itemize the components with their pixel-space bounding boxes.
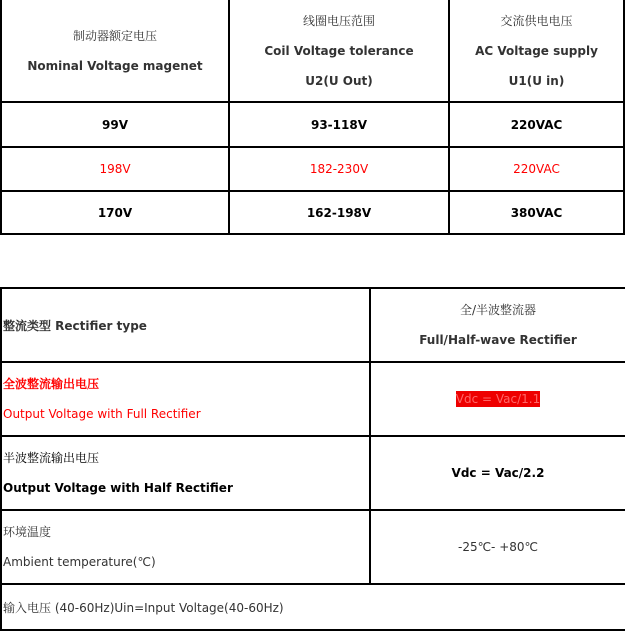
- rectifier-type-label: 整流类型 Rectifier type: [1, 288, 370, 362]
- cell: 93-118V: [229, 102, 449, 147]
- table-row: [1, 102, 624, 147]
- table-row: [1, 510, 625, 584]
- header-en: AC Voltage supply: [475, 43, 598, 58]
- label-zh: 全波整流输出电压: [3, 377, 100, 391]
- label-zh: 环境温度: [3, 525, 52, 539]
- ambient-temp-value: -25℃- +80℃: [370, 510, 625, 584]
- cell: 220VAC: [449, 147, 624, 191]
- label-en: Output Voltage with Half Rectifier: [3, 481, 233, 495]
- cell: 198V: [1, 147, 229, 191]
- value-en: Full/Half-wave Rectifier: [419, 333, 577, 347]
- header-en: Nominal Voltage magenet: [27, 58, 203, 73]
- cell: 380VAC: [449, 191, 624, 234]
- table-header-row: [1, 288, 625, 362]
- full-rectifier-label: [1, 362, 370, 436]
- cell: 220VAC: [449, 102, 624, 147]
- header-zh: 线圈电压范围: [302, 13, 375, 28]
- header-zh: 制动器额定电压: [72, 28, 157, 43]
- ambient-temp-label: [1, 510, 370, 584]
- highlighted-value: Vdc = Vac/1.1: [455, 392, 541, 406]
- table-header-row: [1, 0, 624, 102]
- header-en: Coil Voltage tolerance: [264, 43, 414, 58]
- table-row: [1, 436, 625, 510]
- full-rectifier-value: [370, 362, 625, 436]
- value-zh: 全/半波整流器: [459, 303, 537, 317]
- header-sub: U1(U in): [508, 73, 565, 88]
- header-sub: U2(U Out): [305, 73, 373, 88]
- header-ac-voltage: [449, 0, 624, 102]
- table-row: [1, 191, 624, 234]
- label-en: Ambient temperature(℃): [3, 555, 156, 569]
- rectifier-type-value: [370, 288, 625, 362]
- header-coil-voltage: [229, 0, 449, 102]
- rectifier-table: [0, 287, 625, 631]
- header-nominal-voltage: [1, 0, 229, 102]
- cell: 99V: [1, 102, 229, 147]
- half-rectifier-value: Vdc = Vac/2.2: [370, 436, 625, 510]
- cell: 182-230V: [229, 147, 449, 191]
- header-zh: 交流供电电压: [500, 13, 573, 28]
- half-rectifier-label: [1, 436, 370, 510]
- table-row: [1, 362, 625, 436]
- table-footer-row: [1, 584, 625, 630]
- label-zh: 半波整流输出电压: [3, 451, 100, 465]
- cell: 162-198V: [229, 191, 449, 234]
- voltage-table: [0, 0, 625, 235]
- input-voltage-note: 输入电压 (40-60Hz)Uin=Input Voltage(40-60Hz): [1, 584, 625, 630]
- label-en: Output Voltage with Full Rectifier: [3, 407, 201, 421]
- table-row: [1, 147, 624, 191]
- cell: 170V: [1, 191, 229, 234]
